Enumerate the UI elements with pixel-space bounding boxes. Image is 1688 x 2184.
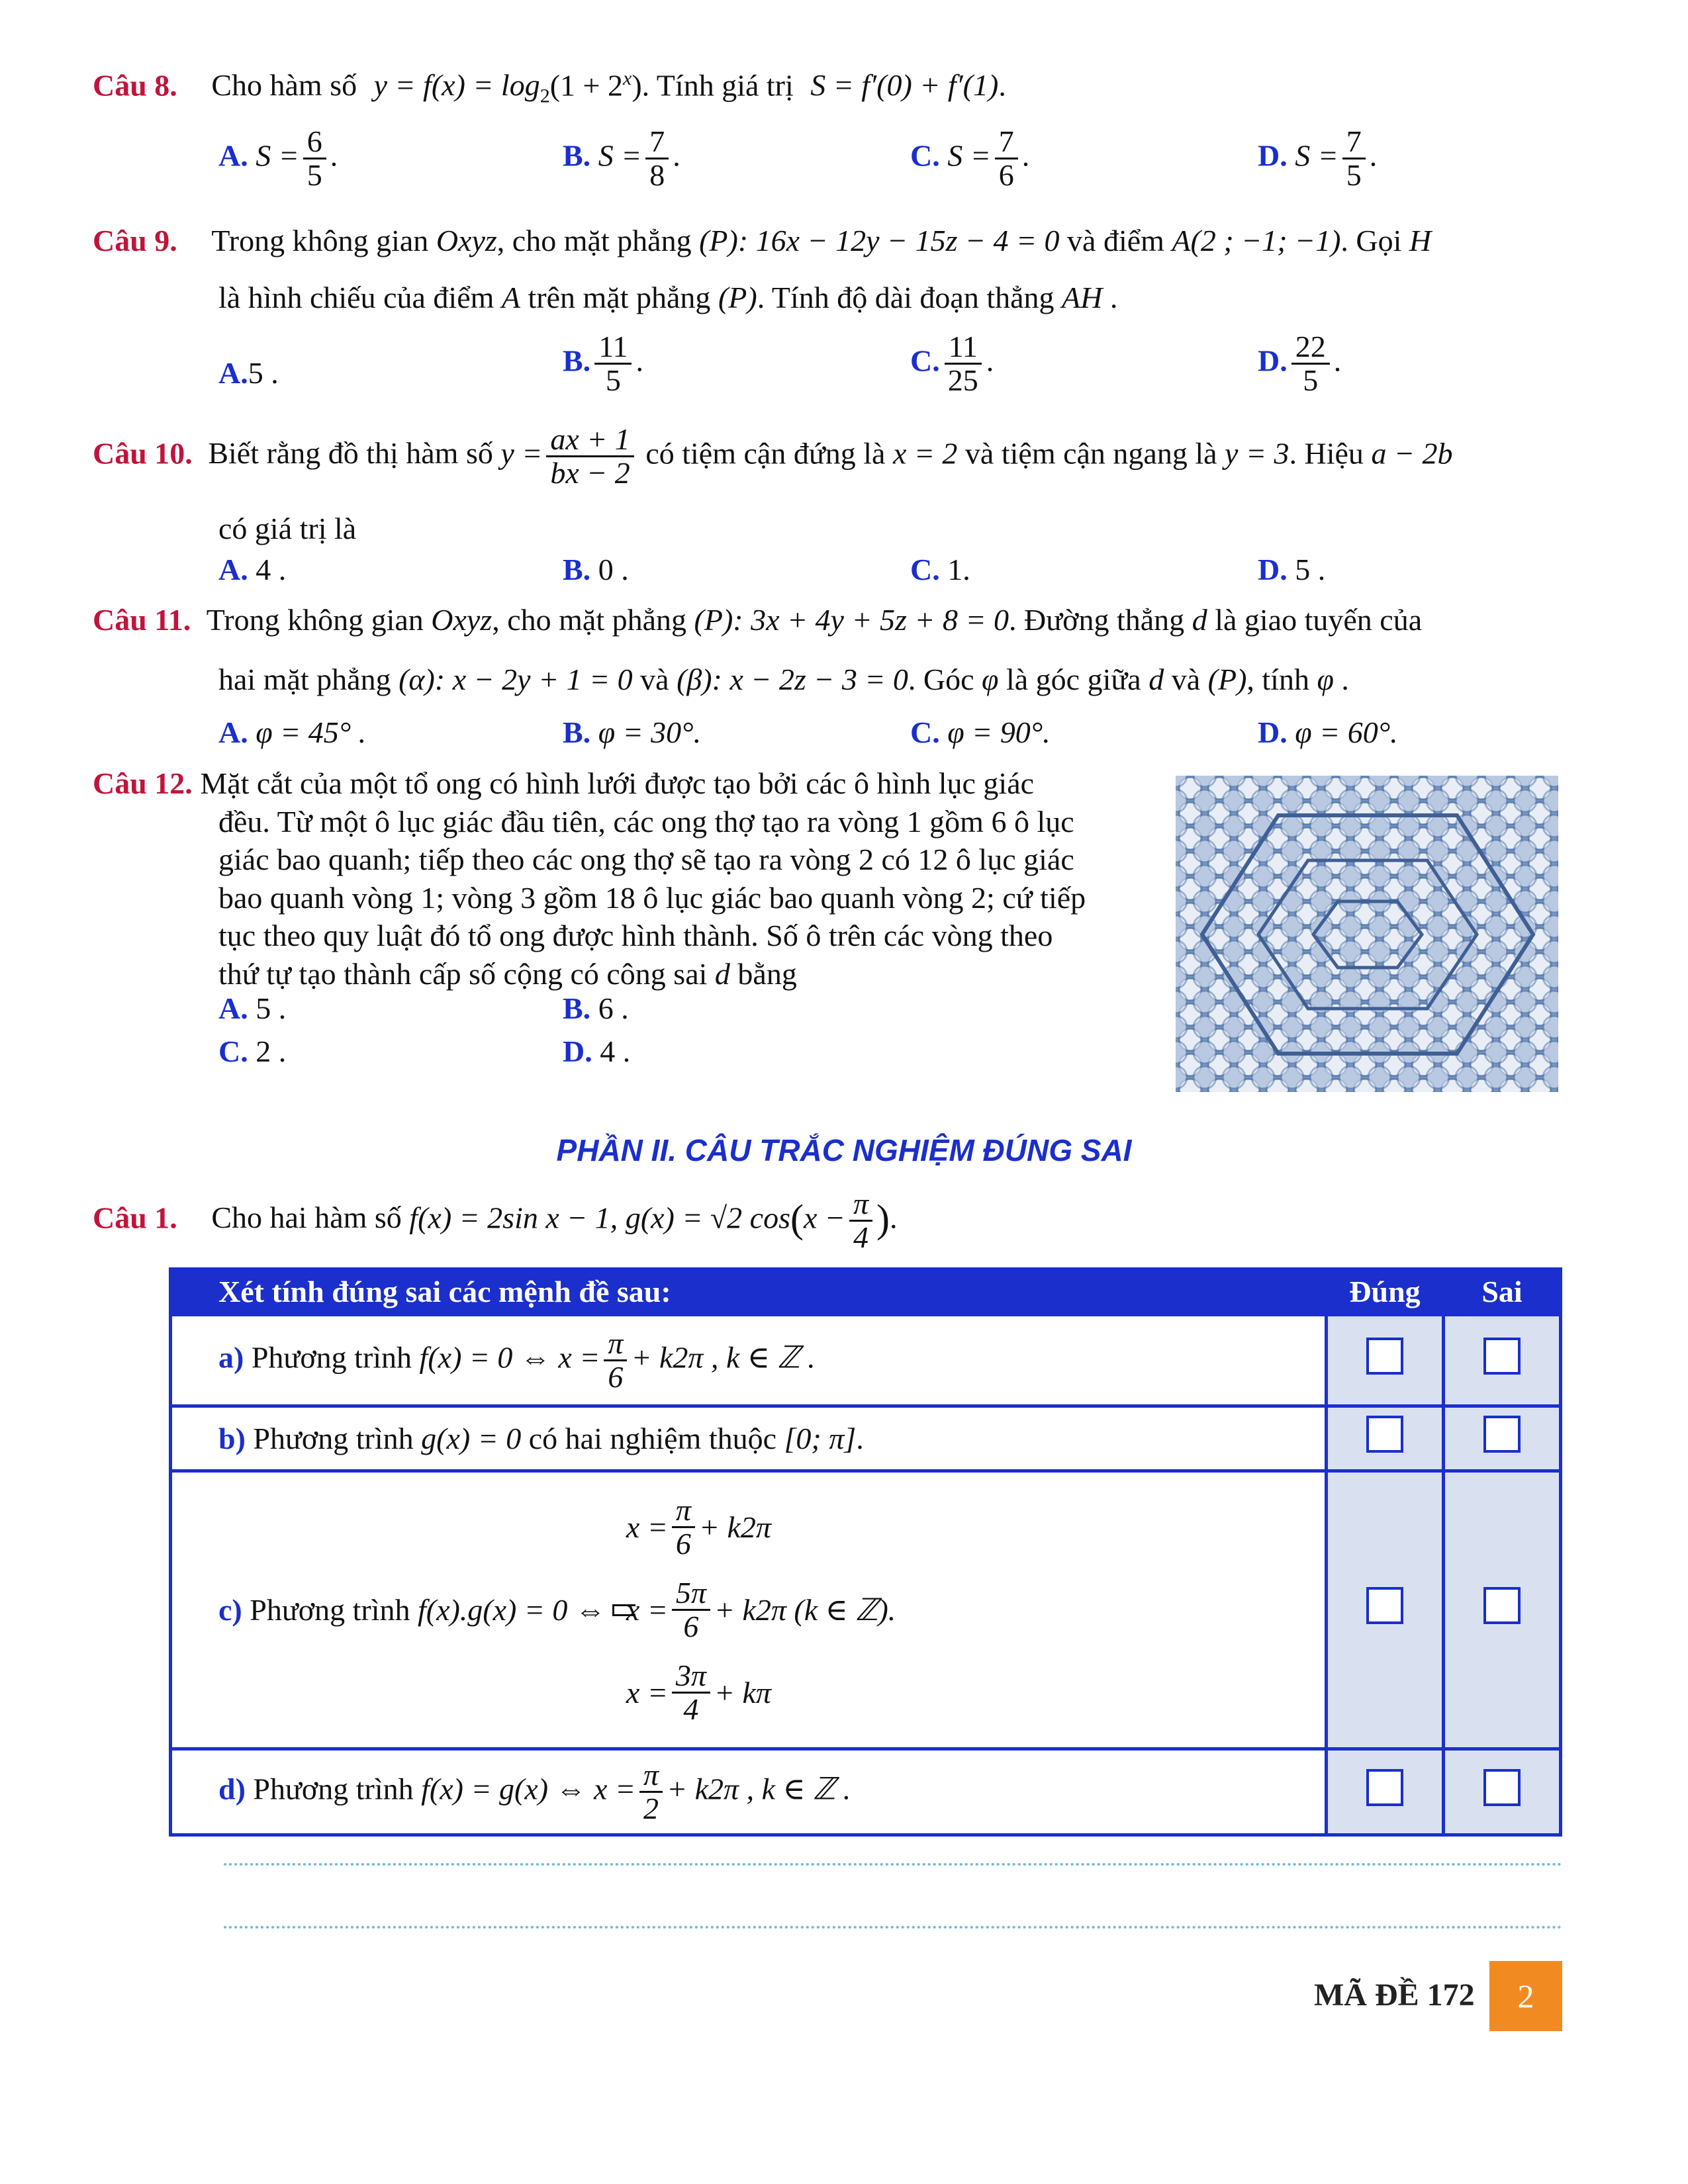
option-c[interactable]: C. $\frac{11}{25}$ .: [910, 330, 994, 398]
question-10: Câu 10. Biết rằng đồ thị hàm số y = $\frac{ax + 1}{bx - 2}$ có tiệm cận đứng là x = 2 và tiệm cận ngang là y = 3. Hiệu a − 2b: [93, 422, 1453, 490]
part2-title: PHẦN II. CÂU TRẮC NGHIỆM ĐÚNG SAI: [556, 1133, 1132, 1167]
option-d[interactable]: D. 5 .: [1258, 553, 1326, 586]
option-d[interactable]: D. φ = 60°.: [1258, 715, 1398, 749]
table-row: [171, 1406, 1561, 1471]
option-b[interactable]: B. $\frac{11}{5}$ .: [563, 330, 643, 398]
question-10-options: [218, 551, 1575, 590]
option-a[interactable]: A. φ = 45° .: [218, 715, 367, 749]
question-9-line1: Câu 9. Trong không gian Oxyz, cho mặt phẳng (P): 16x − 12y − 15z − 4 = 0 và điểm A(2 ; −1; −1). Gọi H: [93, 224, 1432, 257]
statement-a: a) Phương trình f(x) = 0 ⇔ x = $\frac{\pi}{6}$ + k2π , k ∈ ℤ .: [171, 1315, 1327, 1406]
question-11-options: [218, 713, 1575, 753]
checkbox-c-false[interactable]: [1444, 1471, 1561, 1749]
table-row: [171, 1749, 1561, 1835]
question-9: [93, 222, 1575, 316]
true-false-table: [169, 1267, 1562, 1837]
option-d[interactable]: D. $\frac{22}{5}$ .: [1258, 330, 1342, 398]
option-b[interactable]: B. φ = 30°.: [563, 715, 702, 749]
honeycomb-image: [1176, 776, 1558, 1092]
checkbox-d-false[interactable]: [1444, 1749, 1561, 1835]
page-number: 2: [1489, 1961, 1562, 2031]
checkbox-c-true[interactable]: [1327, 1471, 1444, 1749]
option-a[interactable]: A. 4 .: [218, 553, 287, 586]
option-d[interactable]: D. S = $\frac{7}{5}$ .: [1258, 124, 1378, 193]
checkbox-a-false[interactable]: [1444, 1315, 1561, 1406]
answer-line-2[interactable]: [224, 1926, 1562, 1929]
question-11: [93, 601, 1575, 698]
option-b[interactable]: B. S = $\frac{7}{8}$ .: [563, 124, 680, 193]
question-10-line2: có giá trị là: [218, 512, 357, 545]
true-column-header: Đúng: [1327, 1269, 1444, 1315]
question-8-stem: Câu 8. Cho hàm số $y = f(x) = \log_2(1 + 2^x)$. Tính giá trị S = f′(0) + f′(1).: [93, 68, 1006, 107]
option-c[interactable]: C. 2 .: [218, 1034, 287, 1068]
false-column-header: Sai: [1444, 1269, 1561, 1315]
option-a[interactable]: A.5 .: [218, 356, 279, 390]
option-b[interactable]: B. 6 .: [563, 991, 629, 1025]
question-9-options: [218, 331, 1575, 417]
statement-header: Xét tính đúng sai các mệnh đề sau:: [171, 1269, 1327, 1315]
option-a[interactable]: A. 5 .: [218, 991, 287, 1025]
option-c[interactable]: C. φ = 90°.: [910, 715, 1051, 749]
part2-question-1: Câu 1. Cho hai hàm số f(x) = 2sin x − 1, g(x) = √2 cos(x − $\frac{\pi}{4}$ ).: [93, 1187, 898, 1255]
question-label: Câu 8.: [93, 68, 177, 103]
exam-code: MÃ ĐỀ 172: [1314, 1978, 1475, 2013]
question-11-line2: hai mặt phẳng (α): x − 2y + 1 = 0 và (β): x − 2z − 3 = 0. Góc φ là góc giữa d và (P), tính φ .: [218, 662, 1349, 696]
question-8-options: [218, 126, 1575, 205]
option-c[interactable]: C. S = $\frac{7}{6}$ .: [910, 124, 1030, 193]
question-11-line1: Câu 11. Trong không gian Oxyz, cho mặt phẳng (P): 3x + 4y + 5z + 8 = 0. Đường thẳng d là giao tuyến của: [93, 603, 1423, 637]
case-list: x = $\frac{\pi}{6}$ + k2π x = $\frac{5\pi}{6}$ + k2π (k ∈ ℤ). x = $\frac{3\pi}{4}$ + kπ: [626, 1492, 896, 1726]
option-b[interactable]: B. 0 .: [563, 553, 629, 586]
question-12-options: [218, 989, 814, 1075]
question-12: Câu 12. Mặt cắt của một tổ ong có hình lưới được tạo bởi các ô hình lục giác đều. Từ một ô lục giác đầu tiên, các ong thợ tạo ra vòng 1 gồm 6 ô lục giác bao quanh; tiếp theo các ong thợ sẽ tạo ra vòng 2 có 12 ô lục giác bao quanh vòng 1; vòng 3 gồm 18 ô lục giác bao quanh vòng 2; cứ tiếp tục theo quy luật đó tổ ong được hình thành. Số ô trên các vòng theo thứ tự tạo thành cấp số cộng có công sai d bằng: [93, 766, 1086, 991]
option-d[interactable]: D. 4 .: [563, 1034, 631, 1068]
statement-c: c) Phương trình f(x).g(x) = 0 ⇔ x = $\frac{\pi}{6}$ + k2π x = $\frac{5\pi}{6}$ + k2π (k ∈ ℤ). x = $\frac{3\pi}{4}$ + kπ: [171, 1471, 1327, 1749]
table-row: [171, 1315, 1561, 1406]
statement-b: b) Phương trình g(x) = 0 có hai nghiệm thuộc [0; π].: [171, 1406, 1327, 1471]
checkbox-d-true[interactable]: [1327, 1749, 1444, 1835]
question-8: [93, 66, 1569, 109]
table-header: [171, 1269, 1561, 1315]
option-a[interactable]: A. S = $\frac{6}{5}$ .: [218, 124, 338, 193]
checkbox-b-false[interactable]: [1444, 1406, 1561, 1471]
checkbox-a-true[interactable]: [1327, 1315, 1444, 1406]
option-c[interactable]: C. 1.: [910, 553, 970, 586]
table-row: [171, 1471, 1561, 1749]
answer-line-1[interactable]: [224, 1863, 1562, 1866]
question-9-line2: là hình chiếu của điểm A trên mặt phẳng (P). Tính độ dài đoạn thẳng AH .: [218, 280, 1118, 314]
checkbox-b-true[interactable]: [1327, 1406, 1444, 1471]
honeycomb-figure: [1176, 776, 1558, 1092]
statement-d: d) Phương trình f(x) = g(x) ⇔ x = $\frac{\pi}{2}$ + k2π , k ∈ ℤ .: [171, 1749, 1327, 1835]
